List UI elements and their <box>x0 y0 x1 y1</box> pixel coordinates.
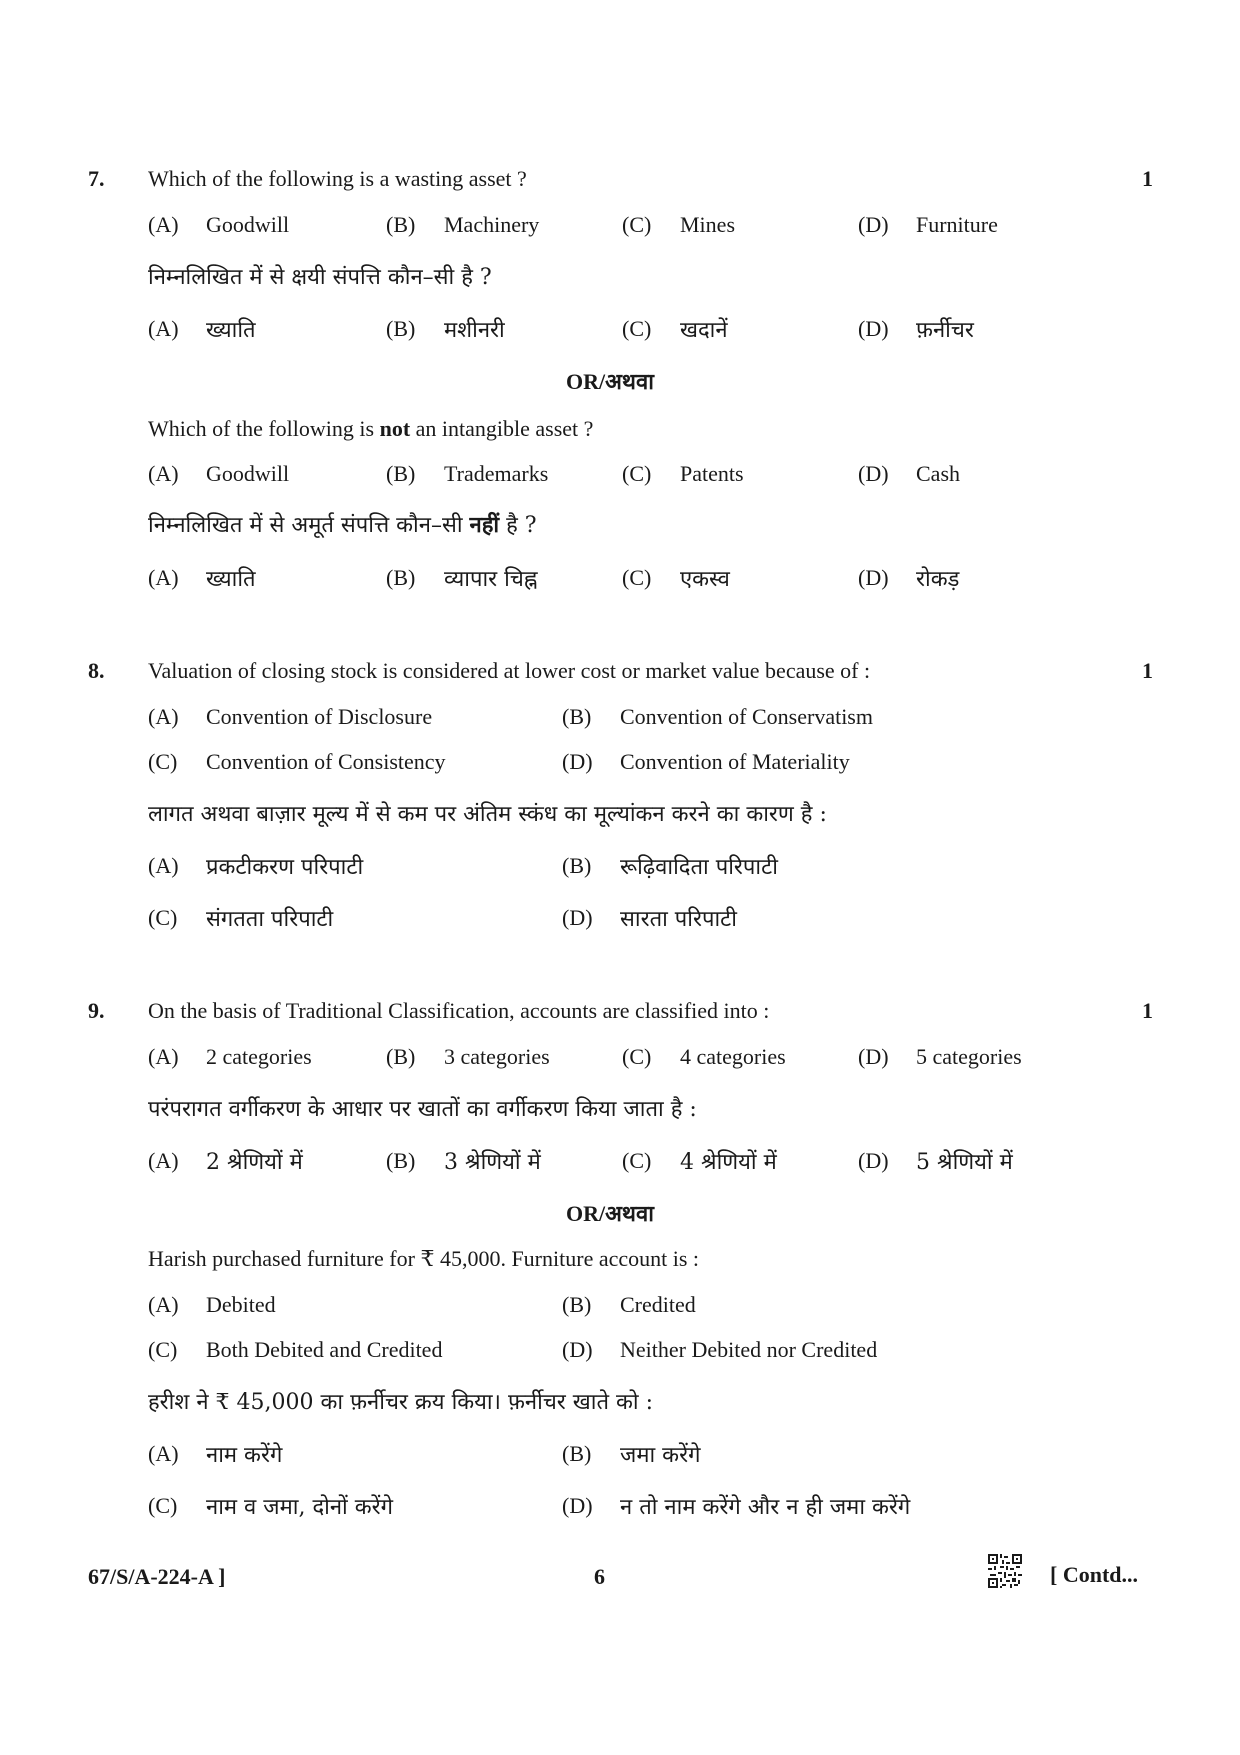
option-label: (A) <box>148 565 179 590</box>
option-text: रूढ़िवादिता परिपाटी <box>620 855 778 880</box>
option-label: (A) <box>148 1292 179 1317</box>
option-text: जमा करेंगे <box>620 1443 701 1468</box>
option-text: Patents <box>680 461 744 486</box>
option-label: (C) <box>622 316 652 341</box>
text-segment: निम्नलिखित में से अमूर्त संपत्ति कौन–सी <box>148 513 470 538</box>
question-number: 7. <box>88 166 105 191</box>
option-text: Goodwill <box>206 212 290 237</box>
option-label: (C) <box>148 905 178 930</box>
option-label: (A) <box>148 212 179 237</box>
or-divider: OR/अथवा <box>566 369 654 394</box>
option-label: (C) <box>622 1148 652 1173</box>
continued-label: [ Contd... <box>1050 1562 1139 1587</box>
option-text: Goodwill <box>206 461 290 486</box>
question-marks: 1 <box>1142 998 1153 1023</box>
option-label: (D) <box>858 1044 889 1069</box>
option-text: मशीनरी <box>444 318 505 343</box>
option-text: Trademarks <box>444 461 549 486</box>
alt-question-text-hi <box>148 509 537 539</box>
option-text: न तो नाम करेंगे और न ही जमा करेंगे <box>620 1495 911 1520</box>
option-text: Furniture <box>916 212 998 237</box>
question-text-en: Which of the following is a wasting asset ? <box>148 166 527 191</box>
question-text-hi: परंपरागत वर्गीकरण के आधार पर खातों का वर्गीकरण किया जाता है : <box>148 1097 697 1122</box>
text-emphasis: not <box>379 416 411 441</box>
option-text: Both Debited and Credited <box>206 1337 443 1362</box>
question-text-en: Valuation of closing stock is considered at lower cost or market value because of : <box>148 658 871 683</box>
option-text: Credited <box>620 1292 696 1317</box>
question-text-hi: निम्नलिखित में से क्षयी संपत्ति कौन–सी है ? <box>148 265 492 290</box>
option-text: 5 श्रेणियों में <box>916 1150 1013 1175</box>
or-divider: OR/अथवा <box>566 1201 654 1226</box>
option-text: Convention of Conservatism <box>620 704 873 729</box>
option-text: 2 categories <box>206 1044 312 1069</box>
option-label: (C) <box>148 1493 178 1518</box>
option-label: (B) <box>386 461 416 486</box>
option-label: (A) <box>148 1044 179 1069</box>
option-text: 3 categories <box>444 1044 550 1069</box>
question-number: 9. <box>88 998 105 1023</box>
option-label: (B) <box>386 1044 416 1069</box>
option-text: खदानें <box>680 318 728 343</box>
text-emphasis: नहीं <box>469 512 500 538</box>
option-text: Convention of Disclosure <box>206 704 433 729</box>
option-text: 2 श्रेणियों में <box>206 1150 303 1175</box>
option-label: (D) <box>562 1337 593 1362</box>
option-text: व्यापार चिह्न <box>444 567 538 592</box>
question-number: 8. <box>88 658 105 683</box>
qr-code-icon <box>988 1554 1022 1588</box>
option-label: (C) <box>622 565 652 590</box>
option-label: (A) <box>148 316 179 341</box>
option-label: (B) <box>386 316 416 341</box>
option-label: (C) <box>148 1337 178 1362</box>
option-text: Machinery <box>444 212 540 237</box>
text-segment: है ? <box>499 513 537 538</box>
option-text: Convention of Materiality <box>620 749 850 774</box>
question-marks: 1 <box>1142 658 1153 683</box>
option-label: (D) <box>858 316 889 341</box>
question-marks: 1 <box>1142 166 1153 191</box>
option-text: Cash <box>916 461 960 486</box>
question-text-hi: लागत अथवा बाज़ार मूल्य में से कम पर अंतिम स्कंध का मूल्यांकन करने का कारण है : <box>148 802 827 827</box>
option-label: (B) <box>386 565 416 590</box>
option-label: (C) <box>622 212 652 237</box>
option-label: (D) <box>858 565 889 590</box>
option-text: नाम करेंगे <box>206 1443 283 1468</box>
option-label: (D) <box>562 1493 593 1518</box>
option-label: (B) <box>386 212 416 237</box>
option-text: Neither Debited nor Credited <box>620 1337 878 1362</box>
option-text: 3 श्रेणियों में <box>444 1150 541 1175</box>
option-text: संगतता परिपाटी <box>206 907 334 932</box>
question-text-en: On the basis of Traditional Classification, accounts are classified into : <box>148 998 770 1023</box>
alt-question-text-en <box>148 416 593 442</box>
option-label: (D) <box>858 1148 889 1173</box>
option-label: (B) <box>562 704 592 729</box>
option-label: (B) <box>386 1148 416 1173</box>
option-text: Convention of Consistency <box>206 749 446 774</box>
option-text: सारता परिपाटी <box>620 907 737 932</box>
option-label: (A) <box>148 1441 179 1466</box>
page-number: 6 <box>594 1564 605 1589</box>
option-text: Debited <box>206 1292 276 1317</box>
option-text: ख्याति <box>206 567 256 592</box>
option-text: नाम व जमा, दोनों करेंगे <box>206 1495 394 1520</box>
option-label: (A) <box>148 1148 179 1173</box>
option-label: (D) <box>858 212 889 237</box>
option-text: Mines <box>680 212 735 237</box>
option-label: (C) <box>148 749 178 774</box>
option-label: (A) <box>148 461 179 486</box>
option-label: (D) <box>562 905 593 930</box>
text-segment: an intangible asset ? <box>410 416 594 441</box>
option-text: एकस्व <box>680 567 730 592</box>
option-label: (C) <box>622 1044 652 1069</box>
option-text: 5 categories <box>916 1044 1022 1069</box>
option-text: 4 श्रेणियों में <box>680 1150 777 1175</box>
option-label: (B) <box>562 1292 592 1317</box>
paper-code: 67/S/A-224-A ] <box>88 1564 226 1589</box>
option-text: फ़र्नीचर <box>916 318 974 343</box>
option-label: (C) <box>622 461 652 486</box>
option-label: (B) <box>562 853 592 878</box>
option-text: 4 categories <box>680 1044 786 1069</box>
option-label: (A) <box>148 704 179 729</box>
option-text: ख्याति <box>206 318 256 343</box>
option-label: (B) <box>562 1441 592 1466</box>
text-segment: Which of the following is <box>148 416 380 441</box>
option-label: (A) <box>148 853 179 878</box>
alt-question-text-en: Harish purchased furniture for ₹ 45,000. Furniture account is : <box>148 1246 700 1271</box>
option-text: प्रकटीकरण परिपाटी <box>206 855 364 880</box>
option-label: (D) <box>858 461 889 486</box>
alt-question-text-hi: हरीश ने ₹ 45,000 का फ़र्नीचर क्रय किया। फ़र्नीचर खाते को : <box>148 1390 654 1415</box>
option-text: रोकड़ <box>916 567 960 592</box>
option-label: (D) <box>562 749 593 774</box>
